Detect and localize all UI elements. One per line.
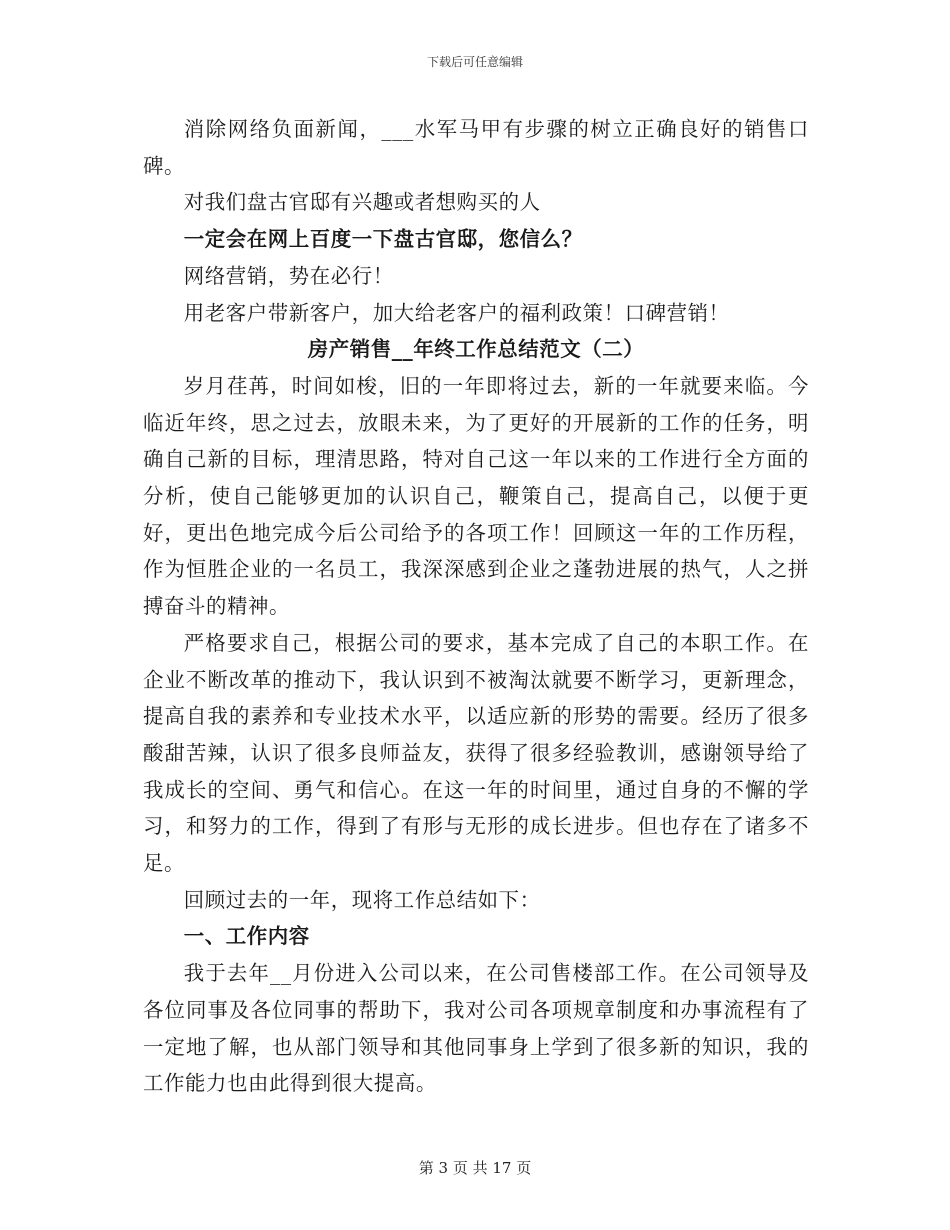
section-title: 房产销售__年终工作总结范文（二） bbox=[307, 337, 645, 362]
subheading-work-content: 一、工作内容 bbox=[183, 924, 310, 949]
page-footer: 第 3 页 共 17 页 bbox=[418, 1159, 532, 1177]
paragraph-intro: 岁月荏苒，时间如梭，旧的一年即将过去，新的一年就要来临。今临近年终，思之过去，放眼未来，为了更好的开展新的工作的任务，明确自己新的目标，理清思路，特对自己这一年以来的工作进行全方面的分析，使自己能够更加的认识自己，鞭策自己，提高自己，以便于更好，更出色地完成今后公司给予的各项工作！回顾这一年的工作历程，作为恒胜企业的一名员工，我深深感到企业之蓬勃进展的热气，人之拼搏奋斗的精神。 bbox=[143, 373, 809, 619]
paragraph-self-requirements: 严格要求自己，根据公司的要求，基本完成了自己的本职工作。在企业不断改革的推动下，我认识到不被淘汰就要不断学习，更新理念，提高自我的素养和专业技术水平，以适应新的形势的需要。经历了很多酸甜苦辣，认识了很多良师益友，获得了很多经验教训，感谢领导给了我成长的空间、勇气和信心。在这一年的时间里，通过自身的不懈的学习，和努力的工作，得到了有形与无形的成长进步。但也存在了诸多不足。 bbox=[143, 630, 809, 876]
paragraph-word-of-mouth: 用老客户带新客户，加大给老客户的福利政策！口碑营销！ bbox=[183, 300, 730, 325]
paragraph-baidu-search: 一定会在网上百度一下盘古官邸，您信么？ bbox=[183, 227, 583, 252]
page-header: 下载后可任意编辑 bbox=[426, 55, 523, 69]
document-body bbox=[143, 111, 809, 1102]
paragraph-online-reputation: 消除网络负面新闻，___水军马甲有步骤的树立正确良好的销售口碑。 bbox=[143, 117, 809, 178]
paragraph-interested-buyers: 对我们盘古官邸有兴趣或者想购买的人 bbox=[183, 190, 541, 215]
paragraph-network-marketing: 网络营销，势在必行！ bbox=[183, 263, 394, 288]
paragraph-summary-lead: 回顾过去的一年，现将工作总结如下： bbox=[183, 887, 541, 912]
paragraph-work-content: 我于去年__月份进入公司以来，在公司售楼部工作。在公司领导及各位同事及各位同事的帮助下，我对公司各项规章制度和办事流程有了一定地了解，也从部门领导和其他同事身上学到了很多新的知识，我的工作能力也由此得到很大提高。 bbox=[143, 961, 809, 1096]
